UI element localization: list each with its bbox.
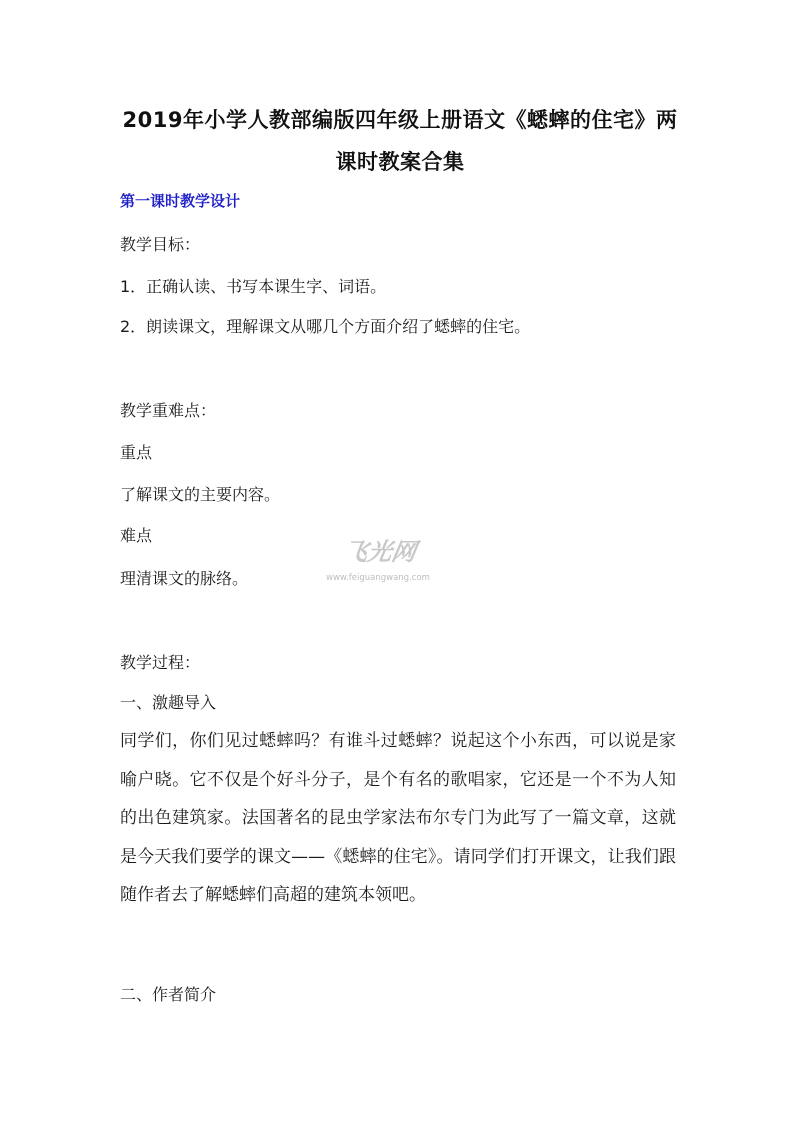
objectives-heading: 教学目标： bbox=[120, 235, 201, 254]
objective-2: 2．朗读课文，理解课文从哪几个方面介绍了蟋蟀的住宅。 bbox=[120, 317, 531, 336]
watermark bbox=[320, 528, 460, 588]
key-text: 了解课文的主要内容。 bbox=[120, 485, 281, 504]
step1-heading: 一、激趣导入 bbox=[120, 693, 217, 712]
document-title-line1: 2019年小学人教部编版四年级上册语文《蟋蟀的住宅》两 bbox=[122, 108, 678, 132]
difficult-text: 理清课文的脉络。 bbox=[120, 569, 249, 588]
step2-heading: 二、作者简介 bbox=[120, 985, 217, 1004]
objective-1: 1．正确认读、书写本课生字、词语。 bbox=[120, 277, 387, 296]
process-heading: 教学过程： bbox=[120, 653, 201, 672]
key-label: 重点 bbox=[120, 443, 153, 462]
section-heading: 第一课时教学设计 bbox=[120, 192, 241, 210]
document-title-line2: 课时教案合集 bbox=[335, 150, 465, 174]
step1-paragraph: 同学们，你们见过蟋蟀吗？有谁斗过蟋蟀？说起这个小东西，可以说是家喻户晓。它不仅是个好斗分子，是个有名的歌唱家，它还是一个不为人知的出色建筑家。法国著名的昆虫学家法布尔专门为此写了一篇文章，这就是今天我们要学的课文——《蟋蟀的住宅》。请同学们打开课文，让我们跟随作者去了解蟋蟀们高超的建筑本领吧。 bbox=[120, 731, 676, 905]
watermark-brand: 飞光网 bbox=[341, 538, 419, 566]
difficult-label: 难点 bbox=[120, 526, 153, 545]
watermark-url: www.feiguangwang.com bbox=[326, 573, 430, 583]
key-difficult-heading: 教学重难点： bbox=[120, 401, 217, 420]
